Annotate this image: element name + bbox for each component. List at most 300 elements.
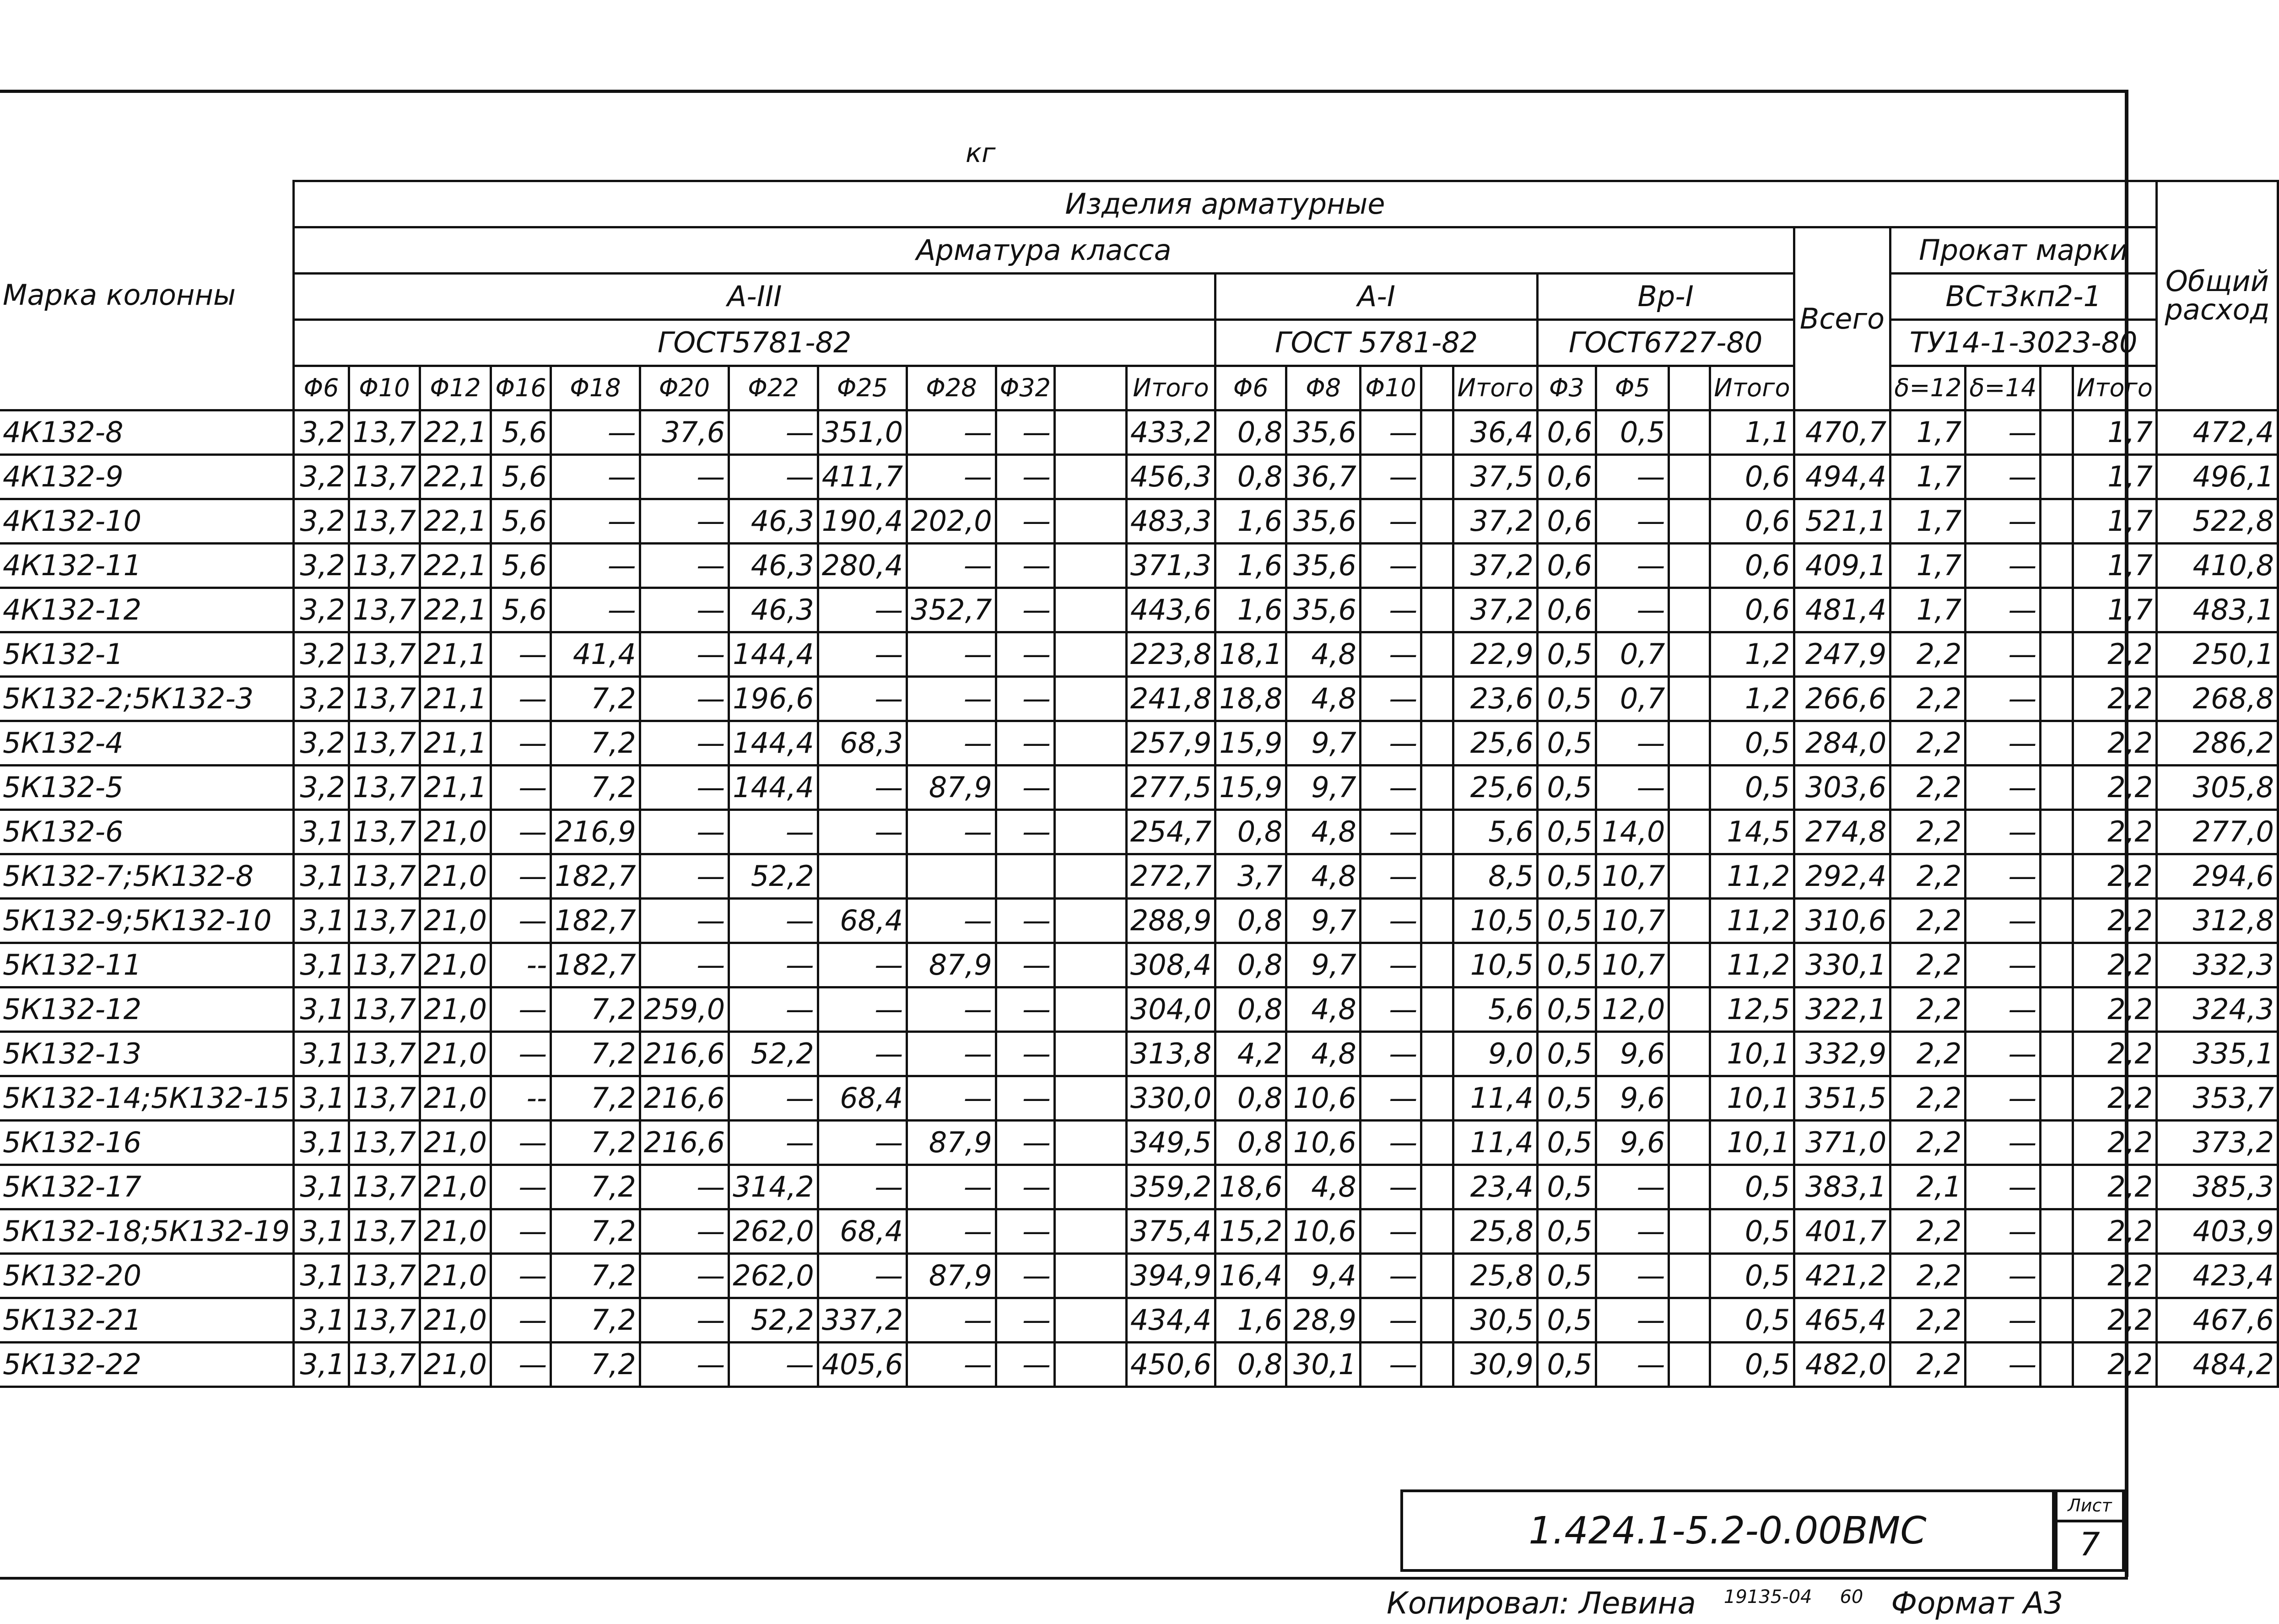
header-rolled-grade: ВСт3кп2-1 (1890, 274, 2157, 320)
cell-a3 (1054, 1165, 1126, 1209)
cell-rolled (2041, 899, 2073, 943)
cell-a3: — (640, 677, 729, 721)
cell-a3: — (996, 1121, 1054, 1165)
cell-a3: 21,0 (420, 1298, 491, 1343)
table-row (0, 1032, 2278, 1076)
cell-a3: — (996, 1032, 1054, 1076)
cell-a3: — (907, 899, 996, 943)
cell-a1: — (1360, 1165, 1421, 1209)
cell-a3: 13,7 (349, 1254, 420, 1298)
cell-a3: 46,3 (729, 588, 818, 632)
cell-rolled (2041, 766, 2073, 810)
cell-a3: 349,5 (1126, 1121, 1215, 1165)
row-mark: 4К132-9 (0, 455, 294, 499)
cell-a3: 216,6 (640, 1121, 729, 1165)
cell-a1 (1421, 1254, 1453, 1298)
cell-a1: 25,8 (1453, 1254, 1537, 1298)
cell-a3 (1054, 455, 1126, 499)
cell-a1 (1421, 1298, 1453, 1343)
cell-a3: 68,4 (818, 899, 907, 943)
cell-a3 (1054, 677, 1126, 721)
cell-a3: 241,8 (1126, 677, 1215, 721)
cell-a3: 3,2 (294, 632, 349, 677)
cell-a3: — (491, 1121, 551, 1165)
table-row (0, 588, 2278, 632)
cell-a3: — (996, 1209, 1054, 1254)
cell-a3: 450,6 (1126, 1343, 1215, 1387)
colhead-vr_cols-1: Φ5 (1596, 366, 1669, 410)
cell-a3 (1054, 1121, 1126, 1165)
cell-a3: — (491, 677, 551, 721)
cell-a3: 5,6 (491, 499, 551, 544)
cell-vr: 1,2 (1710, 632, 1794, 677)
cell-a1: 28,9 (1286, 1298, 1361, 1343)
cell-vr (1669, 766, 1710, 810)
cell-a3 (1054, 810, 1126, 854)
cell-a3: — (907, 455, 996, 499)
cell-a3 (1054, 1343, 1126, 1387)
cell-rolled: 2,2 (2073, 1121, 2156, 1165)
cell-rolled: 2,2 (2073, 1254, 2156, 1298)
cell-a3: 21,1 (420, 766, 491, 810)
cell-a1: 15,9 (1215, 721, 1286, 766)
cell-a3: — (996, 632, 1054, 677)
cell-vr: 0,5 (1710, 1298, 1794, 1343)
cell-overall: 410,8 (2156, 544, 2278, 588)
cell-a1: — (1360, 854, 1421, 899)
cell-a3: — (491, 810, 551, 854)
cell-total: 409,1 (1794, 544, 1890, 588)
row-mark: 5К132-21 (0, 1298, 294, 1343)
cell-a3: 3,1 (294, 1298, 349, 1343)
cell-rolled: 2,2 (1890, 1343, 1966, 1387)
cell-a3: — (491, 1165, 551, 1209)
cell-rolled: 2,1 (1890, 1165, 1966, 1209)
cell-a3: — (491, 854, 551, 899)
cell-a1: 10,6 (1286, 1209, 1361, 1254)
cell-rolled: 2,2 (2073, 1032, 2156, 1076)
cell-a3: — (729, 455, 818, 499)
cell-vr: 11,2 (1710, 943, 1794, 987)
cell-a3 (1054, 410, 1126, 455)
header-gost-vr: ГОСТ6727-80 (1537, 320, 1794, 366)
footer-line (1387, 1576, 2081, 1621)
cell-rolled: — (1966, 588, 2041, 632)
cell-total: 465,4 (1794, 1298, 1890, 1343)
cell-rolled: — (1966, 721, 2041, 766)
cell-vr: 0,5 (1537, 1165, 1596, 1209)
cell-a3: 182,7 (551, 899, 640, 943)
cell-rolled: — (1966, 1254, 2041, 1298)
table-row (0, 1298, 2278, 1343)
cell-vr: 0,6 (1710, 588, 1794, 632)
cell-rolled: — (1966, 677, 2041, 721)
cell-a1 (1421, 987, 1453, 1032)
cell-a1: — (1360, 899, 1421, 943)
cell-rolled: — (1966, 1209, 2041, 1254)
cell-vr (1669, 1343, 1710, 1387)
cell-a1: 25,6 (1453, 721, 1537, 766)
cell-a1: 37,2 (1453, 544, 1537, 588)
colhead-a1_cols-2: Φ10 (1360, 366, 1421, 410)
cell-a3: — (640, 1298, 729, 1343)
cell-a3: — (818, 677, 907, 721)
cell-a1: 30,5 (1453, 1298, 1537, 1343)
cell-vr: 0,6 (1710, 455, 1794, 499)
cell-total: 470,7 (1794, 410, 1890, 455)
cell-a3: 202,0 (907, 499, 996, 544)
cell-vr: 10,7 (1596, 899, 1669, 943)
cell-a1: 4,8 (1286, 1165, 1361, 1209)
cell-vr (1669, 544, 1710, 588)
cell-vr: 10,1 (1710, 1121, 1794, 1165)
cell-a1: 0,8 (1215, 810, 1286, 854)
header-rebar-class: Арматура класса (294, 227, 1794, 274)
cell-a3: 7,2 (551, 1254, 640, 1298)
cell-a3: — (551, 410, 640, 455)
cell-a1: 35,6 (1286, 588, 1361, 632)
cell-a1: — (1360, 632, 1421, 677)
table-row (0, 766, 2278, 810)
cell-a1: — (1360, 987, 1421, 1032)
colhead-a3_cols-6: Φ22 (729, 366, 818, 410)
cell-vr: 0,5 (1537, 987, 1596, 1032)
cell-vr: 0,5 (1710, 1165, 1794, 1209)
cell-rolled: — (1966, 1032, 2041, 1076)
colhead-rolled_cols-1: δ=14 (1966, 366, 2041, 410)
row-mark: 5К132-5 (0, 766, 294, 810)
cell-rolled: 2,2 (2073, 721, 2156, 766)
cell-a3: 52,2 (729, 1298, 818, 1343)
cell-a3: — (818, 1254, 907, 1298)
cell-a3: 7,2 (551, 987, 640, 1032)
cell-a3: — (729, 410, 818, 455)
colhead-a3_cols-1: Φ10 (349, 366, 420, 410)
cell-a3: 21,0 (420, 1209, 491, 1254)
cell-rolled: — (1966, 943, 2041, 987)
cell-a1: 1,6 (1215, 1298, 1286, 1343)
cell-total: 322,1 (1794, 987, 1890, 1032)
cell-a1: 4,8 (1286, 810, 1361, 854)
cell-a1: 10,6 (1286, 1076, 1361, 1121)
cell-vr: — (1596, 1254, 1669, 1298)
cell-a3: — (729, 899, 818, 943)
cell-total: 310,6 (1794, 899, 1890, 943)
cell-a3: — (640, 1165, 729, 1209)
cell-a3: 313,8 (1126, 1032, 1215, 1076)
cell-a3 (907, 854, 996, 899)
cell-rolled: 2,2 (1890, 1121, 1966, 1165)
cell-rolled: 2,2 (2073, 943, 2156, 987)
cell-a1: 23,4 (1453, 1165, 1537, 1209)
cell-total: 303,6 (1794, 766, 1890, 810)
cell-a3: 277,5 (1126, 766, 1215, 810)
cell-a3: — (491, 1254, 551, 1298)
cell-vr: 0,5 (1710, 1343, 1794, 1387)
table-body (0, 410, 2278, 1387)
cell-a3: 5,6 (491, 410, 551, 455)
column-subheaders (0, 366, 2278, 410)
cell-rolled: — (1966, 1298, 2041, 1343)
cell-vr: 0,5 (1537, 677, 1596, 721)
cell-a3: 7,2 (551, 677, 640, 721)
cell-a1: 0,8 (1215, 455, 1286, 499)
cell-a1: 4,8 (1286, 854, 1361, 899)
cell-overall: 335,1 (2156, 1032, 2278, 1076)
cell-rolled: 2,2 (2073, 1298, 2156, 1343)
order-number-2: 60 (1840, 1586, 1863, 1608)
cell-a1: — (1360, 677, 1421, 721)
cell-rolled: 2,2 (1890, 810, 1966, 854)
cell-vr: 0,5 (1537, 854, 1596, 899)
table-row (0, 810, 2278, 854)
cell-a3: — (491, 987, 551, 1032)
cell-overall: 332,3 (2156, 943, 2278, 987)
cell-a1: 3,7 (1215, 854, 1286, 899)
cell-a1: — (1360, 766, 1421, 810)
row-mark: 5К132-13 (0, 1032, 294, 1076)
row-mark: 5К132-4 (0, 721, 294, 766)
cell-a3: — (996, 1076, 1054, 1121)
cell-a3: — (640, 455, 729, 499)
cell-overall: 250,1 (2156, 632, 2278, 677)
cell-a1 (1421, 1076, 1453, 1121)
cell-a3: 52,2 (729, 1032, 818, 1076)
cell-a1 (1421, 1165, 1453, 1209)
cell-rolled (2041, 854, 2073, 899)
cell-a3: 3,2 (294, 588, 349, 632)
table-row (0, 677, 2278, 721)
colhead-a3_cols-8: Φ28 (907, 366, 996, 410)
cell-vr: 0,5 (1710, 766, 1794, 810)
cell-a1: 23,6 (1453, 677, 1537, 721)
cell-a3: 7,2 (551, 1076, 640, 1121)
cell-a3: 13,7 (349, 987, 420, 1032)
cell-a1: 9,0 (1453, 1032, 1537, 1076)
colhead-a3_cols-3: Φ16 (491, 366, 551, 410)
cell-rolled: 2,2 (1890, 721, 1966, 766)
table-row (0, 1343, 2278, 1387)
cell-a3: — (818, 987, 907, 1032)
header-rolled-tu: ТУ14-1-3023-80 (1890, 320, 2157, 366)
cell-a3: 37,6 (640, 410, 729, 455)
cell-a3: 13,7 (349, 632, 420, 677)
row-mark: 5К132-17 (0, 1165, 294, 1209)
cell-a1: 22,9 (1453, 632, 1537, 677)
cell-a3: 223,8 (1126, 632, 1215, 677)
cell-vr: 0,5 (1537, 632, 1596, 677)
cell-a3: — (729, 1076, 818, 1121)
cell-overall: 268,8 (2156, 677, 2278, 721)
cell-vr: 10,1 (1710, 1032, 1794, 1076)
cell-a3: 330,0 (1126, 1076, 1215, 1121)
cell-a3: 13,7 (349, 766, 420, 810)
cell-a3: 3,1 (294, 899, 349, 943)
cell-a3: 13,7 (349, 943, 420, 987)
cell-a3: — (818, 588, 907, 632)
colhead-rolled_cols-3: Итого (2073, 366, 2156, 410)
colhead-a3_cols-5: Φ20 (640, 366, 729, 410)
cell-a1: — (1360, 1254, 1421, 1298)
cell-a1: 0,8 (1215, 899, 1286, 943)
cell-a3: 433,2 (1126, 410, 1215, 455)
cell-a3: 21,0 (420, 1343, 491, 1387)
cell-vr (1669, 588, 1710, 632)
cell-a3: — (996, 1298, 1054, 1343)
cell-vr: 1,2 (1710, 677, 1794, 721)
table-row (0, 410, 2278, 455)
cell-a3: — (491, 899, 551, 943)
cell-rolled: 2,2 (2073, 810, 2156, 854)
cell-rolled: 2,2 (2073, 987, 2156, 1032)
cell-rolled: 1,7 (2073, 544, 2156, 588)
cell-a3 (1054, 854, 1126, 899)
cell-total: 284,0 (1794, 721, 1890, 766)
cell-a3: — (640, 632, 729, 677)
cell-a3 (1054, 588, 1126, 632)
colhead-a1_cols-4: Итого (1453, 366, 1537, 410)
unit-label: кг (966, 137, 996, 168)
cell-a1 (1421, 588, 1453, 632)
cell-a3: 46,3 (729, 499, 818, 544)
cell-a3: 5,6 (491, 588, 551, 632)
cell-a3: — (907, 544, 996, 588)
cell-vr (1669, 677, 1710, 721)
cell-a3 (1054, 987, 1126, 1032)
cell-a3: — (729, 987, 818, 1032)
cell-a1: 0,8 (1215, 1121, 1286, 1165)
cell-a3: 371,3 (1126, 544, 1215, 588)
table-row (0, 987, 2278, 1032)
header-vr1: Вр-I (1537, 274, 1794, 320)
cell-a3: 13,7 (349, 410, 420, 455)
cell-a3: — (818, 766, 907, 810)
cell-a1: — (1360, 1076, 1421, 1121)
cell-a3: — (996, 544, 1054, 588)
cell-rolled: — (1966, 854, 2041, 899)
cell-a3 (1054, 1254, 1126, 1298)
cell-a3: — (640, 1254, 729, 1298)
cell-a3: — (996, 987, 1054, 1032)
cell-a1: — (1360, 1343, 1421, 1387)
colhead-a3_cols-4: Φ18 (551, 366, 640, 410)
cell-a1 (1421, 810, 1453, 854)
cell-a3: 3,2 (294, 677, 349, 721)
cell-a1: — (1360, 544, 1421, 588)
cell-a1: 15,9 (1215, 766, 1286, 810)
cell-a3: 3,1 (294, 1254, 349, 1298)
cell-a3: 13,7 (349, 1343, 420, 1387)
cell-vr: 10,7 (1596, 854, 1669, 899)
cell-a1 (1421, 1209, 1453, 1254)
cell-rolled (2041, 632, 2073, 677)
colhead-a3_cols-2: Φ12 (420, 366, 491, 410)
colhead-vr_cols-3: Итого (1710, 366, 1794, 410)
cell-a3: 352,7 (907, 588, 996, 632)
cell-vr: 0,5 (1537, 1121, 1596, 1165)
cell-a3: 411,7 (818, 455, 907, 499)
cell-a3: 21,0 (420, 854, 491, 899)
sheet-number: 7 (2079, 1526, 2100, 1563)
cell-a3: 7,2 (551, 721, 640, 766)
cell-a3: — (818, 1032, 907, 1076)
cell-a1 (1421, 1032, 1453, 1076)
cell-a3: — (640, 544, 729, 588)
cell-a3: 21,0 (420, 899, 491, 943)
cell-a1: 18,8 (1215, 677, 1286, 721)
cell-a1: 1,6 (1215, 588, 1286, 632)
cell-rolled: — (1966, 455, 2041, 499)
cell-rolled (2041, 1032, 2073, 1076)
cell-vr: 0,5 (1537, 1076, 1596, 1121)
cell-a3: — (907, 1209, 996, 1254)
cell-a1: 4,8 (1286, 677, 1361, 721)
cell-a3: 87,9 (907, 766, 996, 810)
cell-a1: 36,4 (1453, 410, 1537, 455)
colhead-a3_cols-7: Φ25 (818, 366, 907, 410)
header-a3: А-III (294, 274, 1215, 320)
cell-a3: 394,9 (1126, 1254, 1215, 1298)
cell-vr (1669, 1254, 1710, 1298)
cell-a1 (1421, 632, 1453, 677)
table-row (0, 721, 2278, 766)
cell-a1: 1,6 (1215, 544, 1286, 588)
cell-a1: 9,7 (1286, 899, 1361, 943)
cell-a1: 4,8 (1286, 632, 1361, 677)
cell-rolled (2041, 1165, 2073, 1209)
cell-a3: 21,0 (420, 987, 491, 1032)
cell-rolled (2041, 499, 2073, 544)
cell-a3: — (640, 810, 729, 854)
cell-a1: — (1360, 410, 1421, 455)
cell-vr: 0,5 (1537, 899, 1596, 943)
cell-rolled: — (1966, 499, 2041, 544)
cell-vr: 0,5 (1537, 810, 1596, 854)
cell-overall: 522,8 (2156, 499, 2278, 544)
cell-a3: — (491, 1298, 551, 1343)
cell-a1 (1421, 1121, 1453, 1165)
table-row (0, 1121, 2278, 1165)
cell-vr (1669, 632, 1710, 677)
cell-a3: 21,1 (420, 632, 491, 677)
row-mark: 5К132-16 (0, 1121, 294, 1165)
cell-a3: 7,2 (551, 1209, 640, 1254)
cell-rolled: 1,7 (1890, 544, 1966, 588)
cell-a3: 7,2 (551, 1032, 640, 1076)
cell-a1: 9,7 (1286, 943, 1361, 987)
header-mark: Марка колонны (0, 181, 294, 410)
cell-vr (1669, 1121, 1710, 1165)
table-row (0, 1254, 2278, 1298)
row-mark: 5К132-12 (0, 987, 294, 1032)
cell-a1 (1421, 766, 1453, 810)
cell-total: 521,1 (1794, 499, 1890, 544)
cell-rolled: 2,2 (1890, 677, 1966, 721)
cell-a3: — (907, 410, 996, 455)
cell-a3: — (996, 943, 1054, 987)
cell-a3: 314,2 (729, 1165, 818, 1209)
header-overall: Общий расход (2156, 181, 2278, 410)
cell-a3: — (729, 943, 818, 987)
cell-vr: 10,7 (1596, 943, 1669, 987)
cell-rolled: 2,2 (1890, 766, 1966, 810)
cell-total: 274,8 (1794, 810, 1890, 854)
cell-a3: 257,9 (1126, 721, 1215, 766)
cell-a1: 0,8 (1215, 1343, 1286, 1387)
cell-a3: — (551, 455, 640, 499)
cell-a3: — (551, 499, 640, 544)
table-row (0, 632, 2278, 677)
